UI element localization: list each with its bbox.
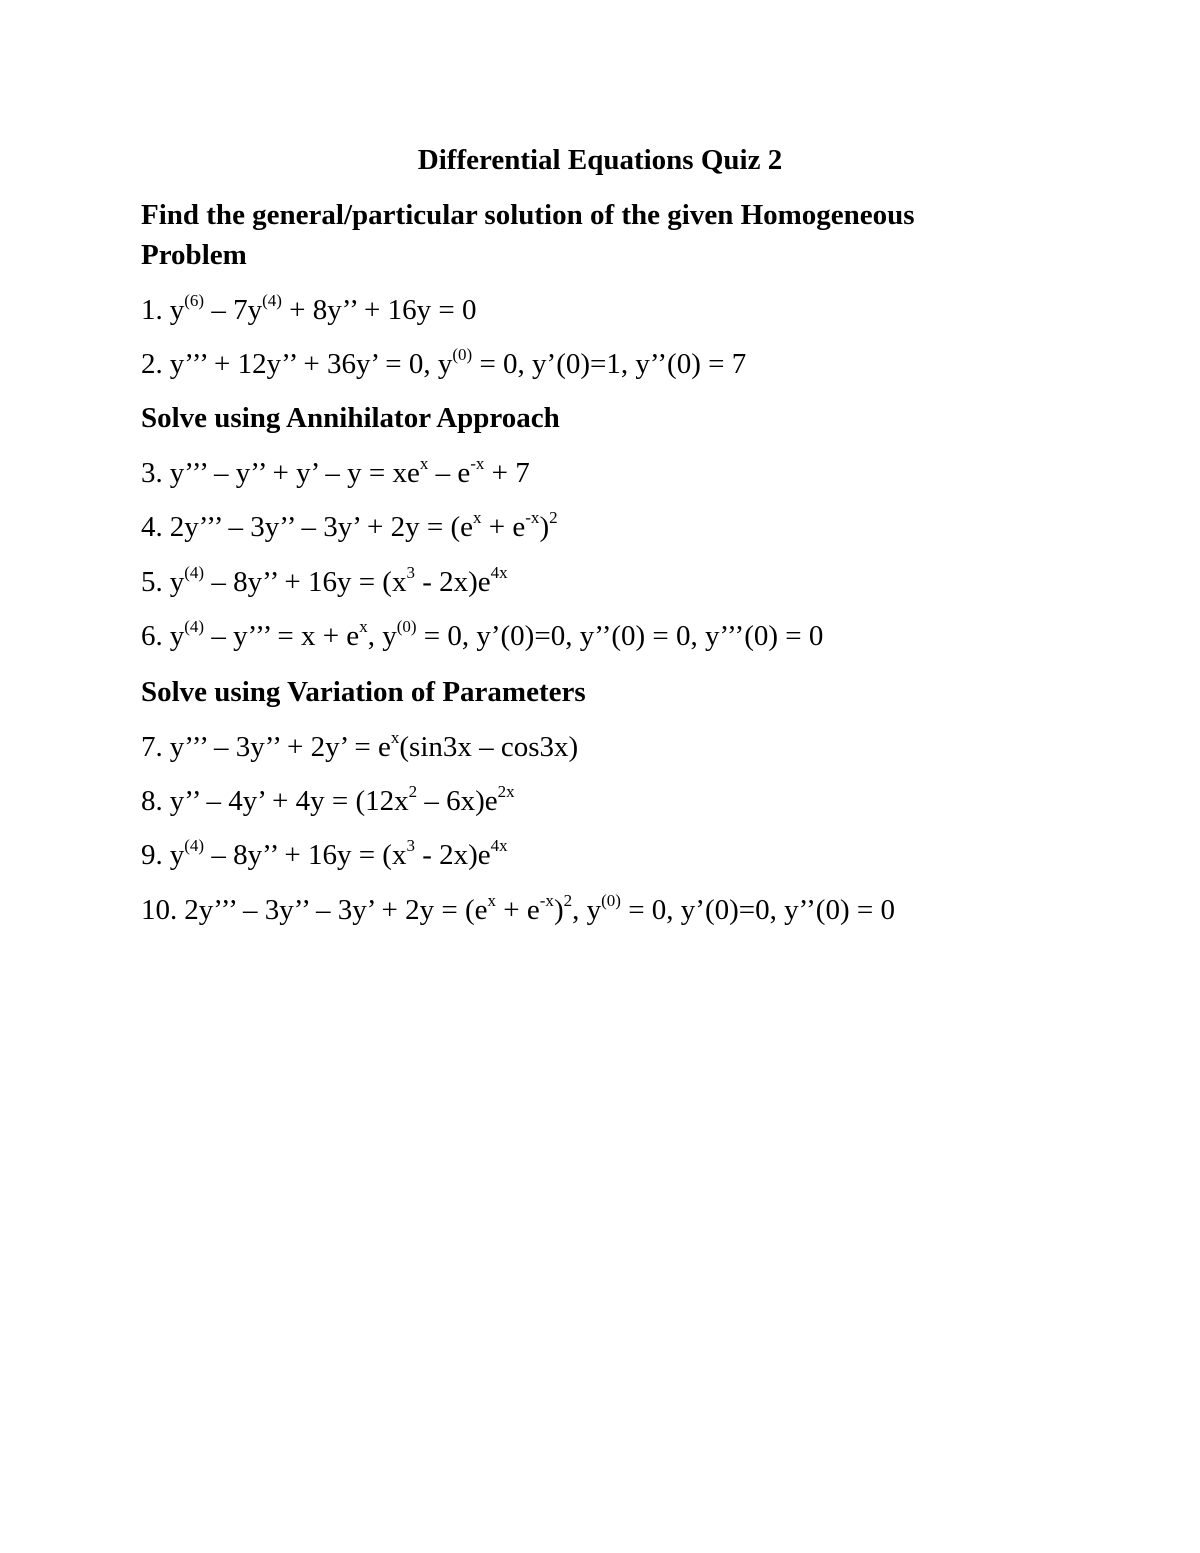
exponent: (0) (396, 617, 417, 637)
problem-equation: $y^{(6)} - 7y^{(4)} + 8y$’’ + 16y = 0 (169, 291, 477, 326)
exponent: (4) (184, 563, 205, 583)
problem-equation: y’’ – 4y’ + $4y = (12x^2 - 6x)e^{2x}$ (169, 782, 515, 817)
problem-number: 3. (141, 457, 163, 489)
exponent: (6) (184, 291, 205, 311)
problem-9 (141, 835, 1141, 875)
exponent: (4) (184, 617, 205, 637)
problem-number: 2. (141, 348, 163, 380)
problem-3 (141, 453, 1141, 493)
problem-equation: y’’’ – y’’ + y’ – $y = xe^x - e^{-x} + 7$ (169, 454, 530, 489)
problem-number: 5. (141, 566, 163, 598)
problem-equation: 2y’’’ – 3y’’ – 3y’ + $2y = (e^x + e^{-x})^2$ (169, 508, 558, 543)
problem-8 (141, 781, 1141, 821)
problem-number: 4. (141, 511, 163, 543)
exponent: 3 (406, 836, 415, 856)
exponent: (4) (262, 291, 282, 311)
problem-number: 9. (141, 839, 163, 871)
exponent: 4x (490, 563, 508, 583)
problem-equation: $y^{(4)} - 8y$’’ + $16y = (x^3 - 2x)e^{4x}$ (169, 563, 508, 598)
problem-1 (141, 290, 1141, 330)
exponent: (4) (184, 836, 205, 856)
problem-7 (141, 727, 1141, 767)
exponent: -x (539, 891, 554, 911)
problem-equation: 2y’’’ – 3y’’ – 3y’ + $2y = (e^x + e^{-x})^2$, $y^{(0)} = 0$, y’(0)=0, y’’(0) = 0 (184, 891, 895, 926)
exponent: x (419, 454, 429, 474)
exponent: 2 (408, 782, 418, 802)
exponent: -x (470, 454, 485, 474)
exponent: (0) (601, 891, 621, 911)
exponent: 4x (490, 836, 508, 856)
exponent: -x (525, 508, 540, 528)
problem-10 (141, 890, 1141, 930)
problem-5 (141, 562, 1141, 602)
problem-equation: y’’’ – 3y’’ + 2y’ = $e^x(\sin 3x - \cos 3x)$ (169, 728, 579, 763)
problem-number: 8. (141, 785, 163, 817)
exponent: x (390, 728, 400, 748)
problem-number: 1. (141, 294, 163, 326)
exponent: 2 (563, 891, 573, 911)
exponent: 2x (497, 782, 515, 802)
problem-4 (141, 507, 1141, 547)
problem-6 (141, 616, 1141, 656)
problem-number: 6. (141, 620, 163, 652)
exponent: x (359, 617, 368, 637)
problem-equation: $y^{(4)} - 8y$’’ + $16y = (x^3 - 2x)e^{4x}$ (169, 836, 508, 871)
exponent: x (473, 508, 482, 528)
page-title: Differential Equations Quiz 2 (417, 144, 783, 176)
problem-number: 7. (141, 731, 163, 763)
section-heading-annihilator: Solve using Annihilator Approach (141, 402, 560, 434)
section-heading-variation: Solve using Variation of Parameters (141, 676, 586, 708)
exponent: 2 (549, 508, 558, 528)
exponent: (0) (452, 345, 473, 365)
exponent: 3 (406, 563, 415, 583)
problem-equation: y’’’ + 12y’’ + 36y’ = 0, $y^{(0)} = 0$, y’(0)=1, y’’(0) = 7 (169, 345, 747, 380)
exponent: x (487, 891, 497, 911)
section-heading-homogeneous: Find the general/particular solution of the given Homogeneous Problem (141, 199, 915, 271)
problem-equation: $y^{(4)}$ – y’’’ = $x + e^x$, $y^{(0)} = 0$, y’(0)=0, y’’(0) = 0, y’’’(0) = 0 (169, 617, 824, 652)
problem-number: 10. (141, 894, 178, 926)
problem-2 (141, 344, 1141, 384)
